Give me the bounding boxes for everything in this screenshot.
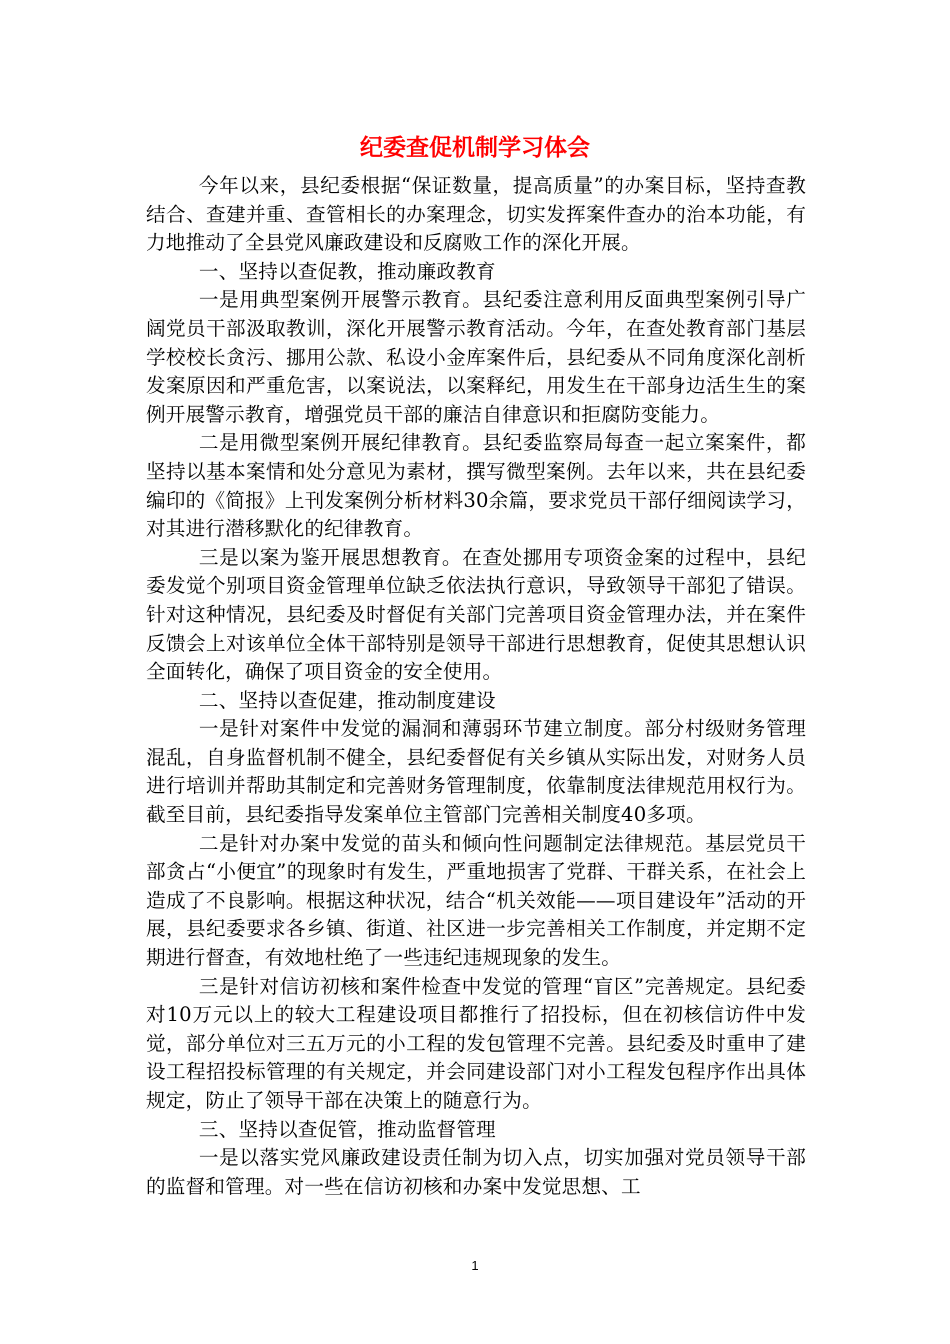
body-paragraph: 二是针对办案中发觉的苗头和倾向性问题制定法律规范。基层党员干部贪占“小便宜”的现象时有发生，严重地损害了党群、干群关系，在社会上造成了不良影响。根据这种状况，结合“机关效能——项目建设年”活动的开展，县纪委要求各乡镇、街道、社区进一步完善相关工作制度，并定期不定期进行督查，有效地杜绝了一些违纪违规现象的发生。 [146, 831, 806, 970]
body-paragraph: 三是以案为鉴开展思想教育。在查处挪用专项资金案的过程中，县纪委发觉个别项目资金管理单位缺乏依法执行意识，导致领导干部犯了错误。针对这种情况，县纪委及时督促有关部门完善项目资金管理办法，并在案件反馈会上对该单位全体干部特别是领导干部进行思想教育，促使其思想认识全面转化，确保了项目资金的安全使用。 [146, 545, 806, 684]
body-paragraph: 三是针对信访初核和案件检查中发觉的管理“盲区”完善规定。县纪委对10万元以上的较大工程建设项目都推行了招投标，但在初核信访件中发觉，部分单位对三五万元的小工程的发包管理不完善。县纪委及时重申了建设工程招投标管理的有关规定，并会同建设部门对小工程发包程序作出具体规定，防止了领导干部在决策上的随意行为。 [146, 974, 806, 1112]
body-paragraph: 一是以落实党风廉政建设责任制为切入点，切实加强对党员领导干部的监督和管理。对一些在信访初核和办案中发觉思想、工 [146, 1146, 806, 1198]
document-title: 纪委查促机制学习体会 [360, 135, 590, 161]
body-paragraph: 一是用典型案例开展警示教育。县纪委注意利用反面典型案例引导广阔党员干部汲取教训，深化开展警示教育活动。今年，在查处教育部门基层学校校长贪污、挪用公款、私设小金库案件后，县纪委从不同角度深化剖析发案原因和严重危害，以案说法，以案释纪，用发生在干部身边活生生的案例开展警示教育，增强党员干部的廉洁自律意识和拒腐防变能力。 [146, 288, 806, 426]
body-paragraph: 一是针对案件中发觉的漏洞和薄弱环节建立制度。部分村级财务管理混乱，自身监督机制不健全，县纪委督促有关乡镇从实际出发，对财务人员进行培训并帮助其制定和完善财务管理制度，依靠制度法律规范用权行为。截至目前，县纪委指导发案单位主管部门完善相关制度40多项。 [146, 717, 806, 827]
section-heading-2: 二、坚持以查促建，推动制度建设 [198, 688, 496, 712]
document-body [146, 172, 806, 1201]
body-paragraph: 二是用微型案例开展纪律教育。县纪委监察局每查一起立案案件，都坚持以基本案情和处分意见为素材，撰写微型案例。去年以来，共在县纪委编印的《简报》上刊发案例分析材料30余篇，要求党员干部仔细阅读学习，对其进行潜移默化的纪律教育。 [146, 431, 806, 541]
section-heading-1: 一、坚持以查促教，推动廉政教育 [198, 259, 496, 283]
intro-paragraph: 今年以来，县纪委根据“保证数量，提高质量”的办案目标，坚持查教结合、查建并重、查管相长的办案理念，切实发挥案件查办的治本功能，有力地推动了全县党风廉政建设和反腐败工作的深化开展。 [146, 174, 806, 255]
section-heading-3: 三、坚持以查促管，推动监督管理 [198, 1117, 496, 1141]
page-number: 1 [471, 1258, 479, 1273]
